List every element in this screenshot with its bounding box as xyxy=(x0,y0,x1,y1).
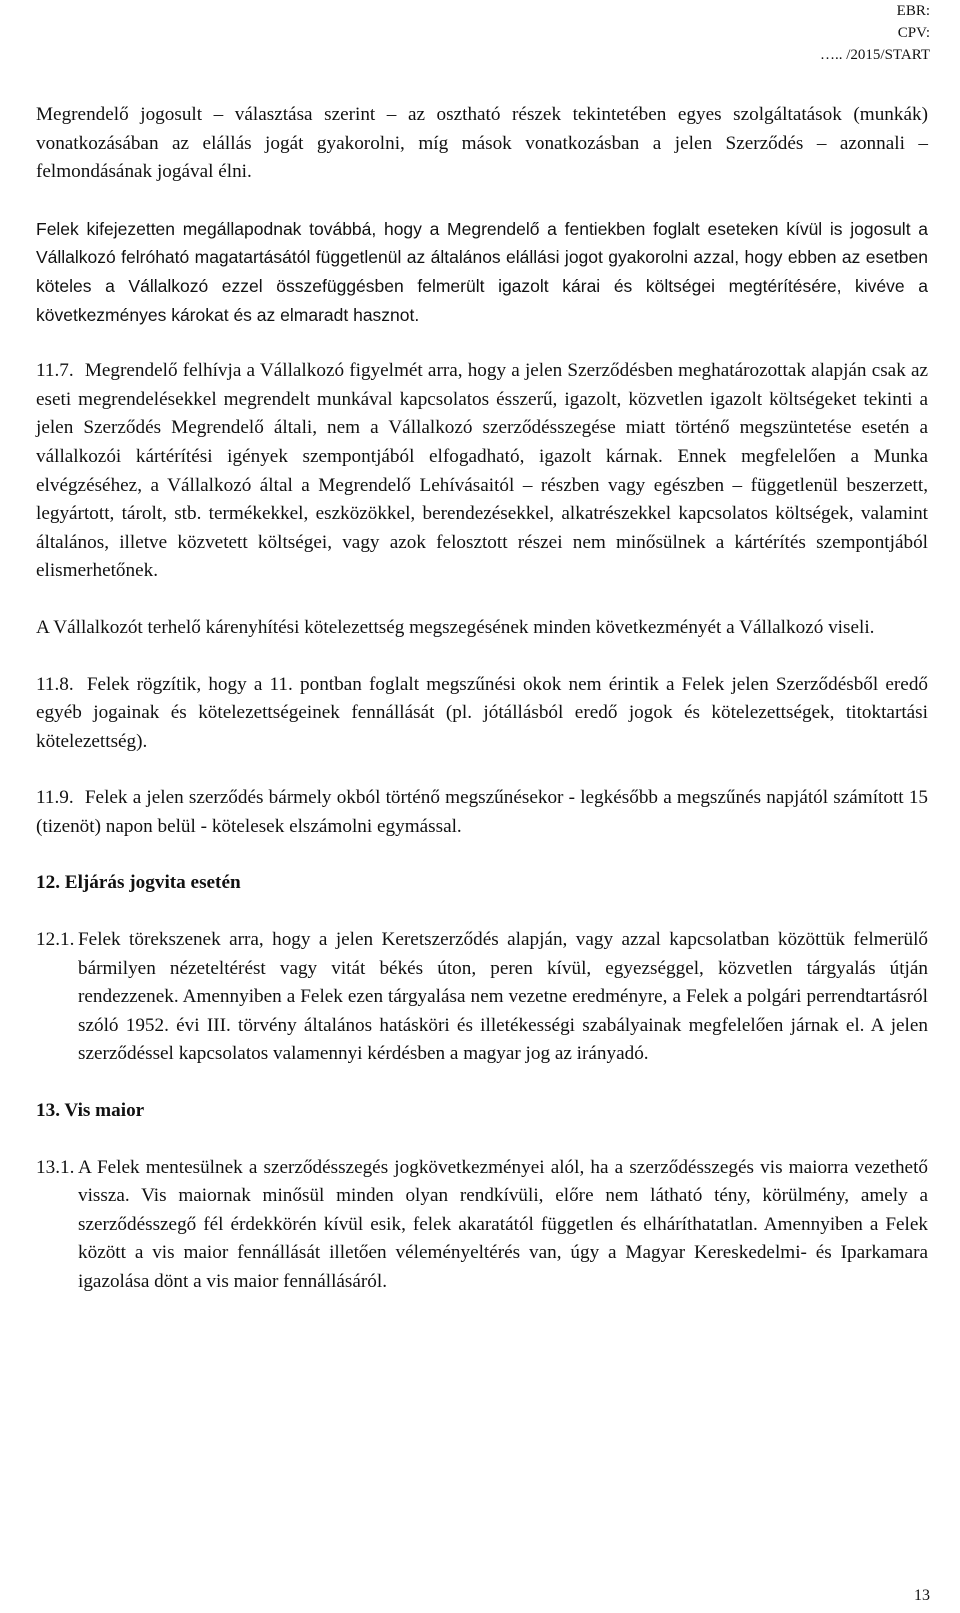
clause-12-1 xyxy=(36,926,928,1069)
clause-13-1 xyxy=(36,1154,928,1297)
paragraph-11-8 xyxy=(36,671,928,757)
clause-text: Felek rögzítik, hogy a 11. pontban foglalt megszűnési okok nem érintik a Felek jelen Szerződésből eredő egyéb jogainak és kötelezettségeinek fennállását (pl. jótállásból eredő jogok és kötelezettségek, titoktartási kötelezettség). xyxy=(36,673,929,752)
paragraph-withdrawal-right: Megrendelő jogosult – választása szerint – az osztható részek tekintetében egyes szolgáltatások (munkák) vonatkozásában az elállás jogát gyakorolni, míg mások vonatkozásban a jelen Szerződés – azonnali – felmondásának jogával élni. xyxy=(36,104,928,183)
header-ebr: EBR: xyxy=(896,3,930,19)
paragraph-damage-mitigation: A Vállalkozót terhelő kárenyhítési kötelezettség megszegésének minden következményét a Vállalkozó viseli. xyxy=(36,616,875,638)
paragraph-11-7 xyxy=(36,357,928,586)
page-number: 13 xyxy=(914,1587,930,1604)
section-12-heading: 12. Eljárás jogvita esetén xyxy=(36,872,241,894)
clause-number: 11.8. xyxy=(36,673,74,695)
paragraph-11-9 xyxy=(36,784,928,841)
clause-number: 11.7. xyxy=(36,360,74,382)
clause-text: A Felek mentesülnek a szerződésszegés jogkövetkezményei alól, ha a szerződésszegés vis maiorra vezethető vissza. Vis maiornak minősül minden olyan rendkívüli, előre nem látható tény, körülmény, amely a szerződésszegő fél érdekkörén kívül esik, felek akaratától független és elháríthatatlan. Amennyiben a Felek között a vis maior fennállását illetően véleményeltérés van, úgy a Magyar Kereskedelmi- és Iparkamara igazolása dönt a vis maior fennállásáról. xyxy=(78,1156,928,1292)
section-13-heading: 13. Vis maior xyxy=(36,1100,145,1122)
clause-text: Felek törekszenek arra, hogy a jelen Keretszerződés alapján, vagy azzal kapcsolatban közöttük felmerülő bármilyen nézeteltérést vagy vitát békés úton, peren kívül, egyezséggel, közvetlen tárgyalás útján rendezzenek. Amennyiben a Felek ezen tárgyalása nem vezetne eredményre, a Felek a polgári perrendtartásról szóló 1952. évi III. törvény általános hatásköri és illetékességi szabályainak megfelelően járnak el. A jelen szerződéssel kapcsolatos valamennyi kérdésben a magyar jog az irányadó. xyxy=(78,929,928,1065)
clause-text: Megrendelő felhívja a Vállalkozó figyelmét arra, hogy a jelen Szerződésben meghatározottak alapján csak az eseti megrendelésekkel megrendelt munkával kapcsolatos ésszerű, igazolt, közvetlen igazolt költségeket tekinti a jelen Szerződés Megrendelő általi, nem a Vállalkozó szerződésszegése miatt történő megszüntetése esetén a vállalkozói kártérítési igények szempontjából elfogadható, igazolt kárnak. Ennek megfelelően a Munka elvégzéséhez, a Vállalkozó által a Megrendelő Lehívásaitól – részben vagy egészben – függetlenül beszerzett, legyártott, tárolt, stb. termékekkel, eszközökkel, berendezésekkel, alkatrészekkel kapcsolatos költségek, valamint általános, illetve közvetett költségei, vagy azok felosztott részei nem minősülnek a kártérítés szempontjából elismerhetőnek. xyxy=(36,360,929,582)
clause-text: Felek a jelen szerződés bármely okból történő megszűnésekor - legkésőbb a megszűnés napjától számított 15 (tizenöt) napon belül - kötelesek elszámolni egymással. xyxy=(36,787,929,837)
header-reference: ….. /2015/START xyxy=(820,47,930,63)
clause-number: 12.1. xyxy=(36,929,75,951)
paragraph-general-withdrawal: Felek kifejezetten megállapodnak továbbá, hogy a Megrendelő a fentiekben foglalt eseteken kívül is jogosult a Vállalkozó felróható magatartásától függetlenül az általános elállási jogot gyakorolni azzal, hogy ebben az esetben köteles a Vállalkozó ezzel összefüggésben felmerült igazolt kárai és költségei megtérítésére, kivéve a következményes károkat és az elmaradt hasznot. xyxy=(36,218,928,325)
header-cpv: CPV: xyxy=(897,25,930,41)
page-header xyxy=(820,0,930,66)
clause-number: 13.1. xyxy=(36,1156,75,1178)
clause-number: 11.9. xyxy=(36,787,74,809)
document-body xyxy=(36,101,928,1325)
